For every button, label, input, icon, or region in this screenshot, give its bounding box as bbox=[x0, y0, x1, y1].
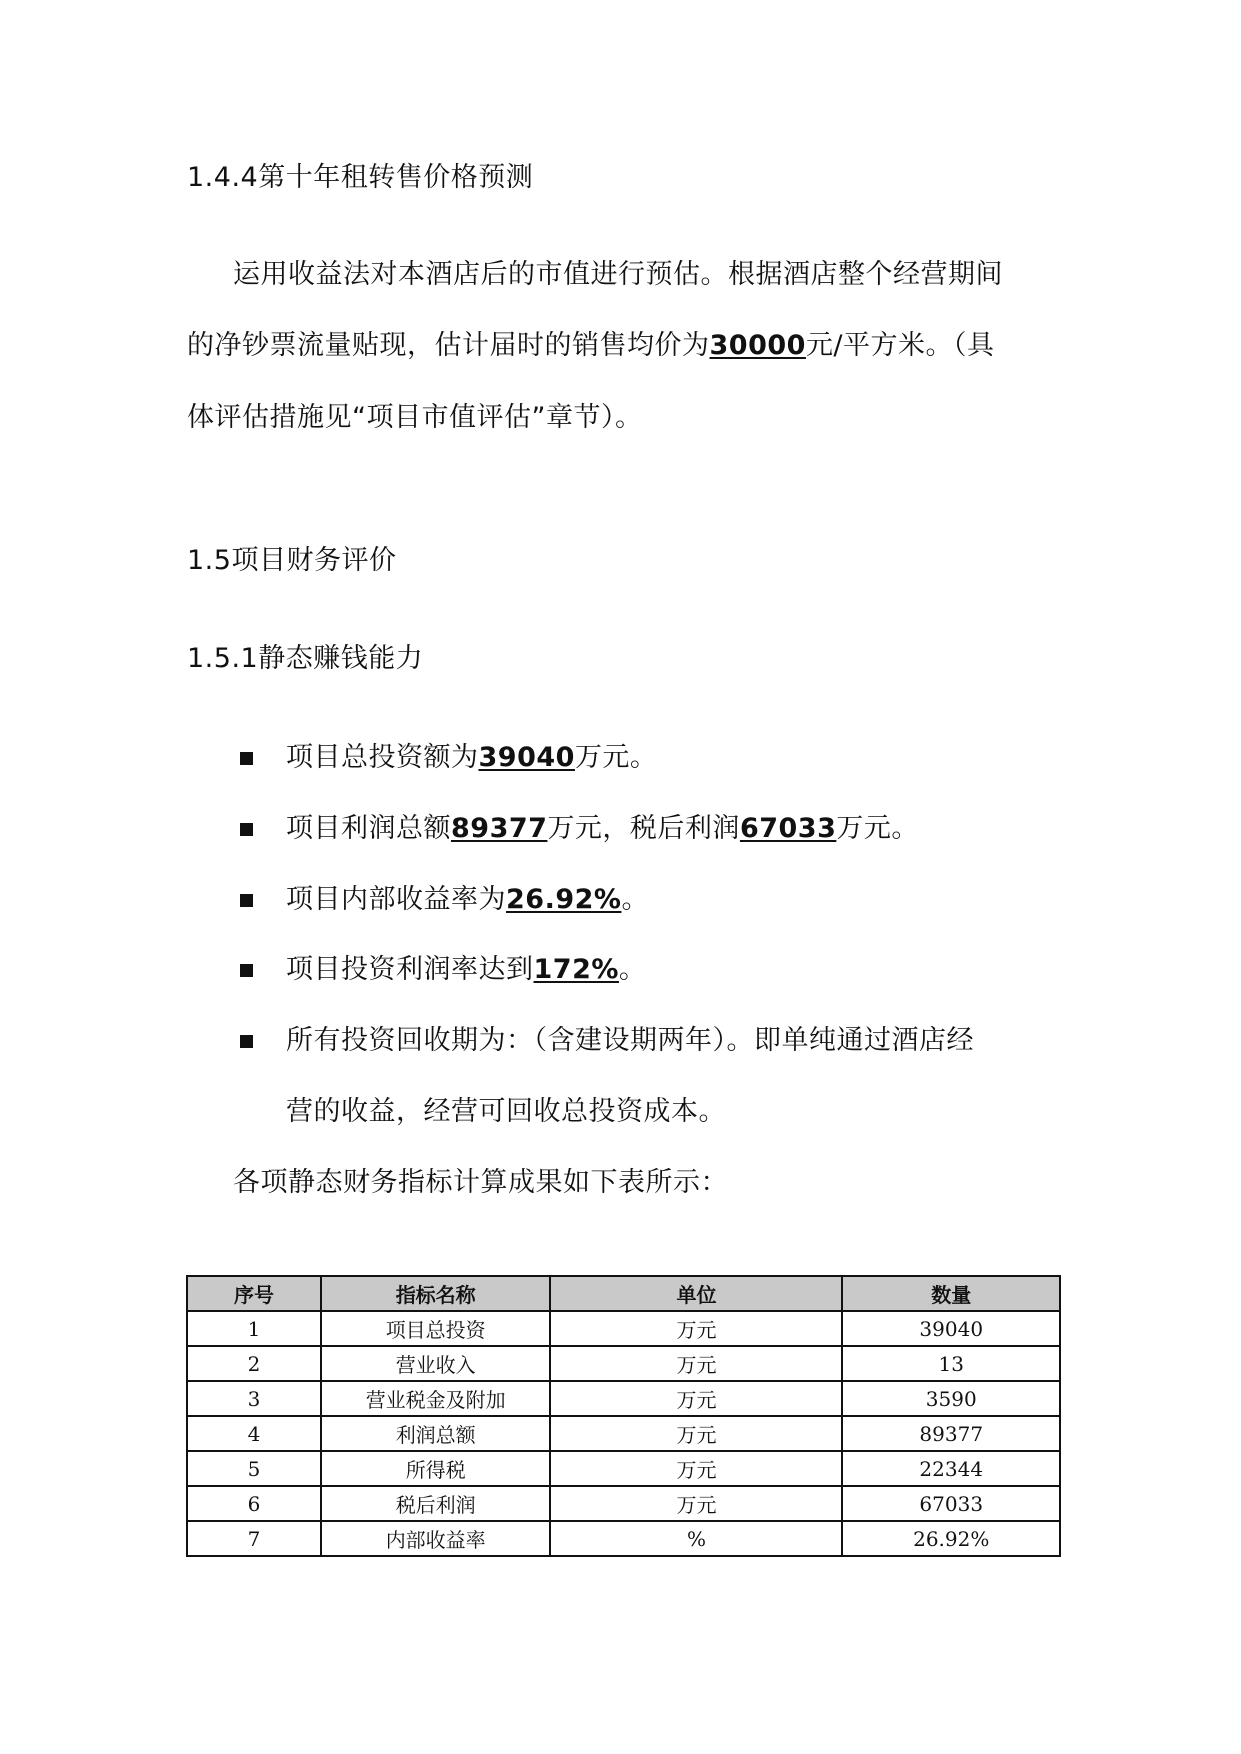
bullet-text: 项目总投资额为 bbox=[286, 742, 479, 773]
bullet-text: 万元，税后利润 bbox=[547, 813, 740, 844]
bullet-value: 89377 bbox=[451, 813, 548, 844]
bullet-value: 26.92% bbox=[506, 884, 622, 915]
paragraph-line-2-post: 元/平方米。（具 bbox=[805, 330, 995, 361]
cell-unit: 万元 bbox=[550, 1486, 842, 1521]
cell-index: 6 bbox=[187, 1486, 321, 1521]
cell-unit: 万元 bbox=[550, 1416, 842, 1451]
table-header-row bbox=[187, 1276, 1060, 1311]
paragraph-line-2-pre: 的净钞票流量贴现，估计届时的销售均价为 bbox=[187, 330, 710, 361]
bullet-text: 万元。 bbox=[574, 742, 658, 773]
heading-1-5: 1.5项目财务评价 bbox=[187, 545, 397, 576]
cell-unit: 万元 bbox=[550, 1381, 842, 1416]
paragraph-line-3: 体评估措施见“项目市值评估”章节）。 bbox=[187, 402, 643, 433]
bullet-value: 39040 bbox=[478, 742, 575, 773]
paragraph-line-2 bbox=[187, 328, 995, 364]
header-cell: 指标名称 bbox=[321, 1276, 551, 1311]
cell-indicator: 项目总投资 bbox=[321, 1311, 551, 1346]
bullet-item-roi bbox=[286, 952, 646, 988]
cell-index: 7 bbox=[187, 1521, 321, 1556]
bullet-item-payback-line1: 所有投资回收期为：（含建设期两年）。即单纯通过酒店经 bbox=[286, 1025, 974, 1056]
heading-1-5-1: 1.5.1静态赚钱能力 bbox=[187, 643, 424, 674]
cell-indicator: 所得税 bbox=[321, 1451, 551, 1486]
cell-indicator: 营业税金及附加 bbox=[321, 1381, 551, 1416]
bullet-text: 项目内部收益率为 bbox=[286, 884, 506, 915]
cell-amount: 3590 bbox=[842, 1381, 1060, 1416]
bullet-square-icon bbox=[240, 752, 253, 765]
bullet-item-profit bbox=[286, 811, 919, 847]
bullet-text: 。 bbox=[621, 884, 649, 915]
table-row bbox=[187, 1311, 1060, 1346]
bullet-item-irr bbox=[286, 882, 649, 918]
paragraph-line-1: 运用收益法对本酒店后的市值进行预估。根据酒店整个经营期间 bbox=[233, 259, 1003, 290]
cell-unit: 万元 bbox=[550, 1346, 842, 1381]
table-intro: 各项静态财务指标计算成果如下表所示： bbox=[233, 1167, 728, 1198]
bullet-text: 项目利润总额 bbox=[286, 813, 451, 844]
cell-indicator: 内部收益率 bbox=[321, 1521, 551, 1556]
cell-amount: 39040 bbox=[842, 1311, 1060, 1346]
cell-amount: 67033 bbox=[842, 1486, 1060, 1521]
bullet-square-icon bbox=[240, 823, 253, 836]
table-row bbox=[187, 1521, 1060, 1556]
bullet-square-icon bbox=[240, 894, 253, 907]
financial-indicators-table bbox=[186, 1275, 1061, 1557]
cell-indicator: 利润总额 bbox=[321, 1416, 551, 1451]
cell-index: 5 bbox=[187, 1451, 321, 1486]
bullet-value: 172% bbox=[533, 954, 619, 985]
bullet-text: 万元。 bbox=[836, 813, 919, 844]
table-row bbox=[187, 1486, 1060, 1521]
cell-unit: % bbox=[550, 1521, 842, 1556]
table-row bbox=[187, 1346, 1060, 1381]
cell-index: 1 bbox=[187, 1311, 321, 1346]
cell-index: 3 bbox=[187, 1381, 321, 1416]
cell-unit: 万元 bbox=[550, 1311, 842, 1346]
header-cell: 单位 bbox=[550, 1276, 842, 1311]
header-cell: 序号 bbox=[187, 1276, 321, 1311]
bullet-item-payback-line2: 营的收益，经营可回收总投资成本。 bbox=[286, 1096, 726, 1127]
cell-amount: 89377 bbox=[842, 1416, 1060, 1451]
cell-amount: 22344 bbox=[842, 1451, 1060, 1486]
cell-index: 2 bbox=[187, 1346, 321, 1381]
cell-amount: 13 bbox=[842, 1346, 1060, 1381]
price-value: 30000 bbox=[709, 330, 806, 361]
bullet-item-total-investment bbox=[286, 740, 657, 776]
cell-amount: 26.92% bbox=[842, 1521, 1060, 1556]
heading-1-4-4: 1.4.4第十年租转售价格预测 bbox=[187, 162, 534, 193]
table-row bbox=[187, 1381, 1060, 1416]
cell-unit: 万元 bbox=[550, 1451, 842, 1486]
cell-indicator: 营业收入 bbox=[321, 1346, 551, 1381]
cell-indicator: 税后利润 bbox=[321, 1486, 551, 1521]
header-cell: 数量 bbox=[842, 1276, 1060, 1311]
cell-index: 4 bbox=[187, 1416, 321, 1451]
bullet-square-icon bbox=[240, 964, 253, 977]
bullet-square-icon bbox=[240, 1035, 253, 1048]
table-row bbox=[187, 1451, 1060, 1486]
bullet-text: 项目投资利润率达到 bbox=[286, 954, 534, 985]
table-row bbox=[187, 1416, 1060, 1451]
bullet-value: 67033 bbox=[739, 813, 837, 844]
bullet-text: 。 bbox=[618, 954, 647, 985]
